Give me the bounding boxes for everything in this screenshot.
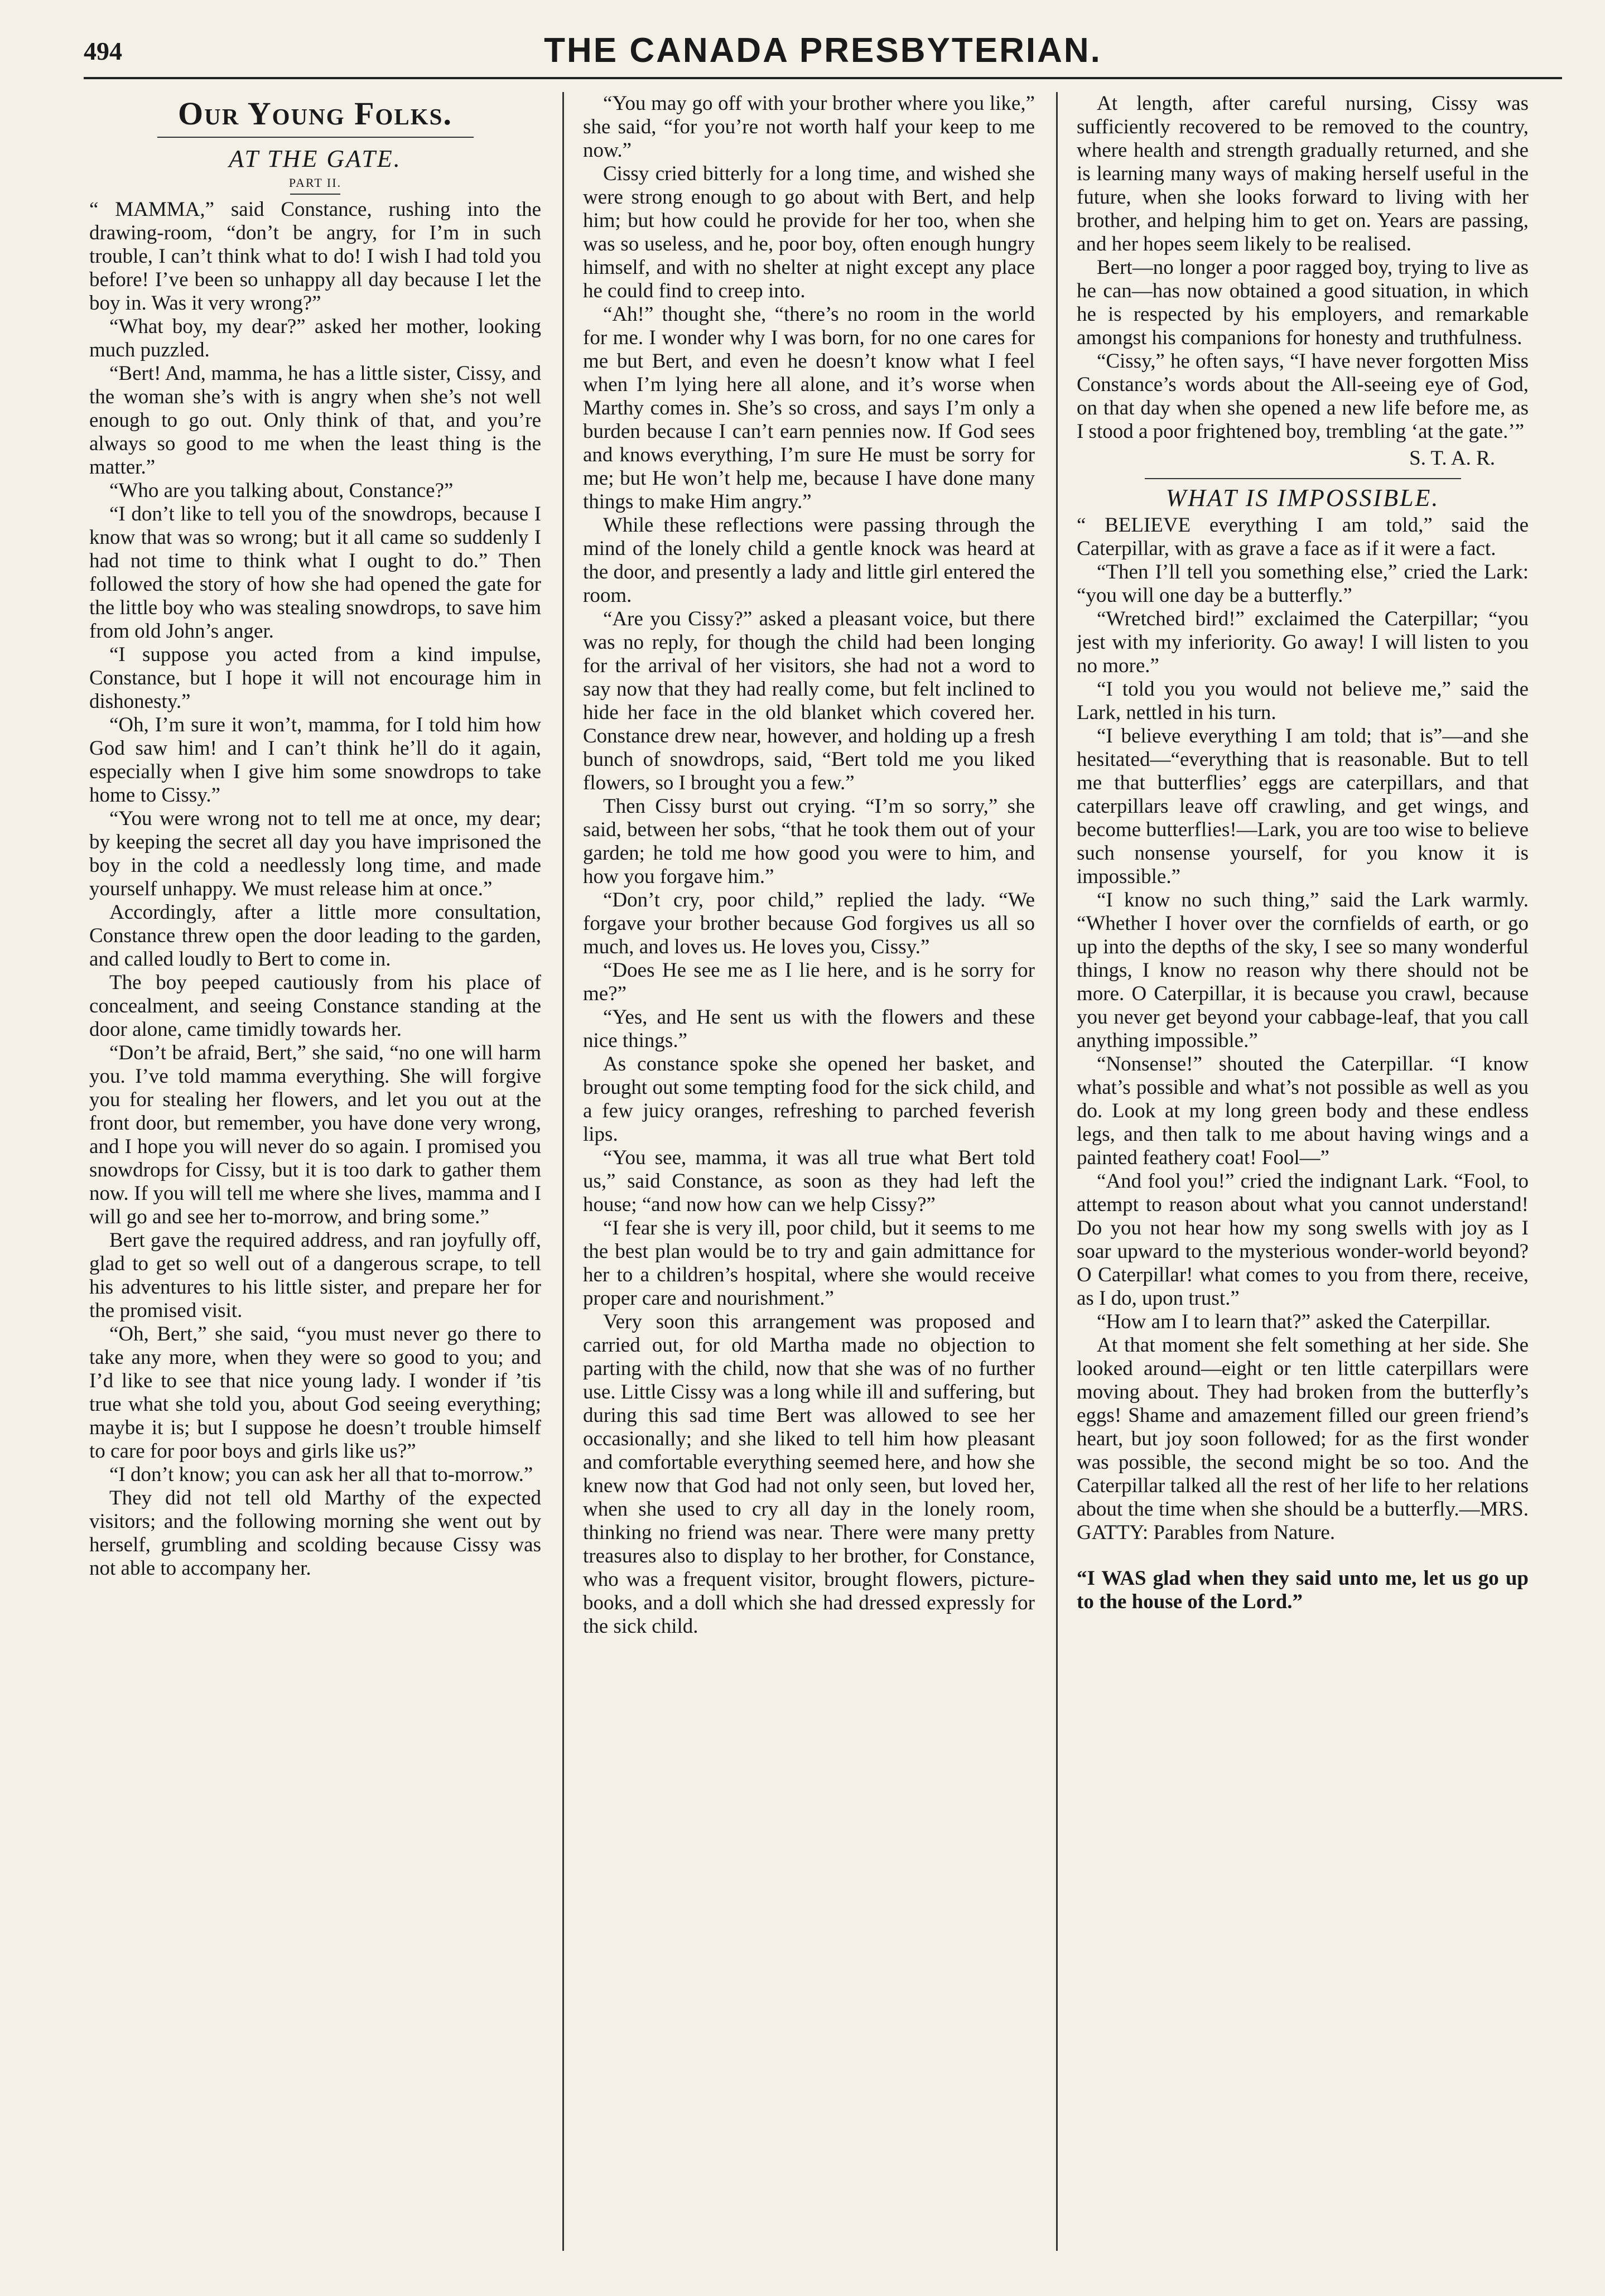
paragraph: As constance spoke she opened her basket, and brought out some tempting food for the sick child, and a few juicy oranges, refreshing to parched feverish lips. (583, 1053, 1035, 1146)
paragraph: “Yes, and He sent us with the flowers and these nice things.” (583, 1006, 1035, 1052)
paragraph: At length, after careful nursing, Cissy was sufficiently recovered to be removed to the country, where health and strength gradually returned, and she is learning many ways of making herself useful in the future, when she looks forward to living with her brother, and helping him to get on. Years are passing, and her hopes seem likely to be realised. (1077, 92, 1529, 255)
paragraph: “I believe everything I am told; that is”—and she hesitated—“everything that is reasonable. But to tell me that butterflies’ eggs are caterpillars, and that caterpillars leave off crawling, and get wings, and become butterflies!—Lark, you are too wise to believe such nonsense yourself, for you know it is impossible.” (1077, 725, 1529, 888)
paragraph: “Does He see me as I lie here, and is he sorry for me?” (583, 959, 1035, 1005)
paragraph: “And fool you!” cried the indignant Lark. “Fool, to attempt to reason about what you cannot understand! Do you not hear how my song swells with joy as I soar upward to the mysterious wonder-world beyond? O Caterpillar! what comes to you from there, receive, as I do, upon trust.” (1077, 1170, 1529, 1310)
paragraph: “Oh, I’m sure it won’t, mamma, for I told him how God saw him! and I can’t think he’ll do it again, especially when I give him some snowdrops to take home to Cissy.” (89, 713, 541, 807)
paragraph: “Who are you talking about, Constance?” (109, 479, 454, 502)
part-rule (290, 194, 340, 195)
story2-first-paragraph: “ BELIEVE everything I am told,” said the Caterpillar, with as grave a face as if it were a fact. (1077, 514, 1529, 560)
story2-title-rule (1145, 478, 1461, 479)
story-title-what-is-impossible: WHAT IS IMPOSSIBLE. (1165, 484, 1440, 512)
story1-column1-body (89, 315, 541, 1580)
paragraph: “Nonsense!” shouted the Caterpillar. “I know what’s possible and what’s not possible as well as you do. Look at my long green body and these endless legs, and then talk to me about having wings and a painted feathery coat! Fool—” (1077, 1053, 1529, 1169)
story2-body (1077, 561, 1529, 1545)
part-label: PART II. (288, 176, 342, 190)
page-number: 494 (84, 37, 122, 65)
paragraph: “I don’t like to tell you of the snowdrops, because I know that was so wrong; but it all came so suddenly I had not time to think what I ought to do.” Then followed the story of how she had opened the gate for the little boy who was stealing snowdrops, to save him from old John’s anger. (89, 503, 541, 643)
paragraph: “Wretched bird!” exclaimed the Caterpillar; “you jest with my inferiority. Go away! I will listen to you no more.” (1077, 607, 1529, 677)
paragraph: “What boy, my dear?” asked her mother, looking much puzzled. (89, 315, 541, 361)
paragraph: “You see, mamma, it was all true what Bert told us,” said Constance, as soon as they had left the house; “and now how can we help Cissy?” (583, 1146, 1035, 1216)
paragraph: “Don’t cry, poor child,” replied the lady. “We forgave your brother because God forgives us all so much, and loves us. He loves you, Cissy.” (583, 889, 1035, 958)
paragraph: At that moment she felt something at her side. She looked around—eight or ten little caterpillars were moving about. They had broken from the butterfly’s eggs! Shame and amazement filled our green friend’s heart, but joy soon followed; for as the first wonder was possible, the second might be so too. And the Caterpillar talked all the rest of her life to her relations about the time when she should be a butterfly.—MRS. GATTY: Parables from Nature. (1077, 1334, 1529, 1544)
closing-quote: “I WAS glad when they said unto me, let us go up to the house of the Lord.” (1077, 1567, 1529, 1613)
paragraph: Bert—no longer a poor ragged boy, trying to live as he can—has now obtained a good situation, in which he is respected by his employers, and remarkable amongst his companions for honesty and truthfulness. (1077, 256, 1529, 349)
publication-title: THE CANADA PRESBYTERIAN. (544, 31, 1102, 70)
paragraph: “Bert! And, mamma, he has a little sister, Cissy, and the woman she’s with is angry when she’s not well enough to go out. Only think of that, and you’re always so good to me when the least thing is the matter.” (89, 362, 541, 479)
column-3 (1077, 92, 1529, 2256)
paragraph: “Oh, Bert,” she said, “you must never go there to take any more, when they were so good to you; and I’d like to see that nice young lady. I wonder if ’tis true what she told you, about God seeing everything; maybe it is; but I suppose he doesn’t trouble himself to care for poor boys and girls like us?” (89, 1323, 541, 1463)
paragraph: “I don’t know; you can ask her all that to-morrow.” (109, 1463, 533, 1486)
paragraph: “You were wrong not to tell me at once, my dear; by keeping the secret all day you have imprisoned the boy in the cold a needlessly long time, and made yourself unhappy. We must release him at once.” (89, 807, 541, 900)
paragraph: “I know no such thing,” said the Lark warmly. “Whether I hover over the cornfields of earth, or go up into the depths of the sky, I see so many wonderful things, I know no reason why there should not be more. O Caterpillar, it is because you crawl, because you never get beyond your cabbage-leaf, that you call anything impossible.” (1077, 889, 1529, 1052)
column-2 (583, 92, 1035, 2256)
header-rule (84, 77, 1562, 79)
paragraph: Very soon this arrangement was proposed and carried out, for old Martha made no objection to parting with the child, now that she was of no further use. Little Cissy was a long while ill and suffering, but during this sad time Bert was allowed to see her occasionally; and she liked to tell him how pleasant and comfortable everything seemed here, and how she knew now that God had not only seen, but loved her, when she used to cry all day in the lonely room, thinking no friend was near. There were many pretty treasures also to display to her brother, for Constance, who was a frequent visitor, brought flowers, picture-books, and a doll which she had dressed expressly for the sick child. (583, 1310, 1035, 1638)
paragraph: “Don’t be afraid, Bert,” she said, “no one will harm you. I’ve told mamma everything. She will forgive you for stealing her flowers, and let you out at the front door, but remember, you have done very wrong, and I hope you will never do so again. I promised you snowdrops for Cissy, but it is too dark to gather them now. If you will tell me where she lives, mamma and I will go and see her to-morrow, and bring some.” (89, 1041, 541, 1228)
paragraph: “Cissy,” he often says, “I have never forgotten Miss Constance’s words about the All-seeing eye of God, on that day when she opened a new life before me, as I stood a poor frightened boy, trembling ‘at the gate.’” (1077, 350, 1529, 443)
story1-column3-body (1077, 92, 1529, 443)
paragraph: “How am I to learn that?” asked the Caterpillar. (1097, 1310, 1491, 1333)
paragraph: Bert gave the required address, and ran joyfully off, glad to get so well out of a dangerous scrape, to tell his adventures to his little sister, and prepare her for the promised visit. (89, 1229, 541, 1322)
paragraph: “I suppose you acted from a kind impulse, Constance, but I hope it will not encourage him in dishonesty.” (89, 643, 541, 713)
story1-first-paragraph: “ MAMMA,” said Constance, rushing into the drawing-room, “don’t be angry, for I’m in such trouble, I can’t think what to do! I wish I had told you before! I’ve been so unhappy all day because I let the boy in. Was it very wrong?” (89, 198, 541, 315)
paragraph: “You may go off with your brother where you like,” she said, “for you’re not worth half your keep to me now.” (583, 92, 1035, 162)
paragraph: “Are you Cissy?” asked a pleasant voice, but there was no reply, for though the child had been longing for the arrival of her visitors, she had not a word to say now that they had really come, but felt inclined to hide her face in the old blanket which covered her. Constance drew near, however, and holding up a fresh bunch of snowdrops, said, “Bert told me you liked flowers, so I brought you a few.” (583, 607, 1035, 794)
paragraph: While these reflections were passing through the mind of the lonely child a gentle knock was heard at the door, and presently a lady and little girl entered the room. (583, 514, 1035, 607)
section-title: Our Young Folks. (178, 95, 452, 132)
column-rule-1 (562, 92, 564, 2251)
paragraph: They did not tell old Marthy of the expected visitors; and the following morning she went out by herself, grumbling and scolding because Cissy was not able to accompany her. (89, 1487, 541, 1580)
story-title-at-the-gate: AT THE GATE. (229, 145, 402, 172)
column-1 (89, 92, 541, 2256)
section-title-rule (157, 137, 474, 138)
paragraph: The boy peeped cautiously from his place of concealment, and seeing Constance standing at the door alone, came timidly towards her. (89, 971, 541, 1041)
column-rule-2 (1056, 92, 1058, 2251)
paragraph: Accordingly, after a little more consultation, Constance threw open the door leading to the garden, and called loudly to Bert to come in. (89, 901, 541, 971)
story1-column2-body (583, 92, 1035, 1638)
paragraph: “Ah!” thought she, “there’s no room in the world for me. I wonder why I was born, for no one cares for me but Bert, and even he doesn’t know what I feel when I’m lying here all alone, and it’s worse when Marthy comes in. She’s so cross, and says I’m only a burden because I can’t earn pennies now. If God sees and knows everything, I’m sure He must be sorry for me; but He won’t help me, because I have done many things to make Him angry.” (583, 303, 1035, 513)
paragraph: “I fear she is very ill, poor child, but it seems to me the best plan would be to try and gain admittance for her to a children’s hospital, where she would receive proper care and nourishment.” (583, 1217, 1035, 1310)
paragraph: Then Cissy burst out crying. “I’m so sorry,” she said, between her sobs, “that he took them out of your garden; he told me how good you were to him, and how you forgave him.” (583, 795, 1035, 888)
paragraph: “Then I’ll tell you something else,” cried the Lark: “you will one day be a butterfly.” (1077, 561, 1529, 607)
page-header (84, 31, 1562, 84)
paragraph: Cissy cried bitterly for a long time, and wished she were strong enough to go about with Bert, and help him; but how could he provide for her too, when she was so useless, and he, poor boy, often enough hungry himself, and with no shelter at night except any place he could find to creep into. (583, 162, 1035, 302)
paragraph: “I told you you would not believe me,” said the Lark, nettled in his turn. (1077, 678, 1529, 724)
story1-signature: S. T. A. R. (1409, 447, 1495, 470)
